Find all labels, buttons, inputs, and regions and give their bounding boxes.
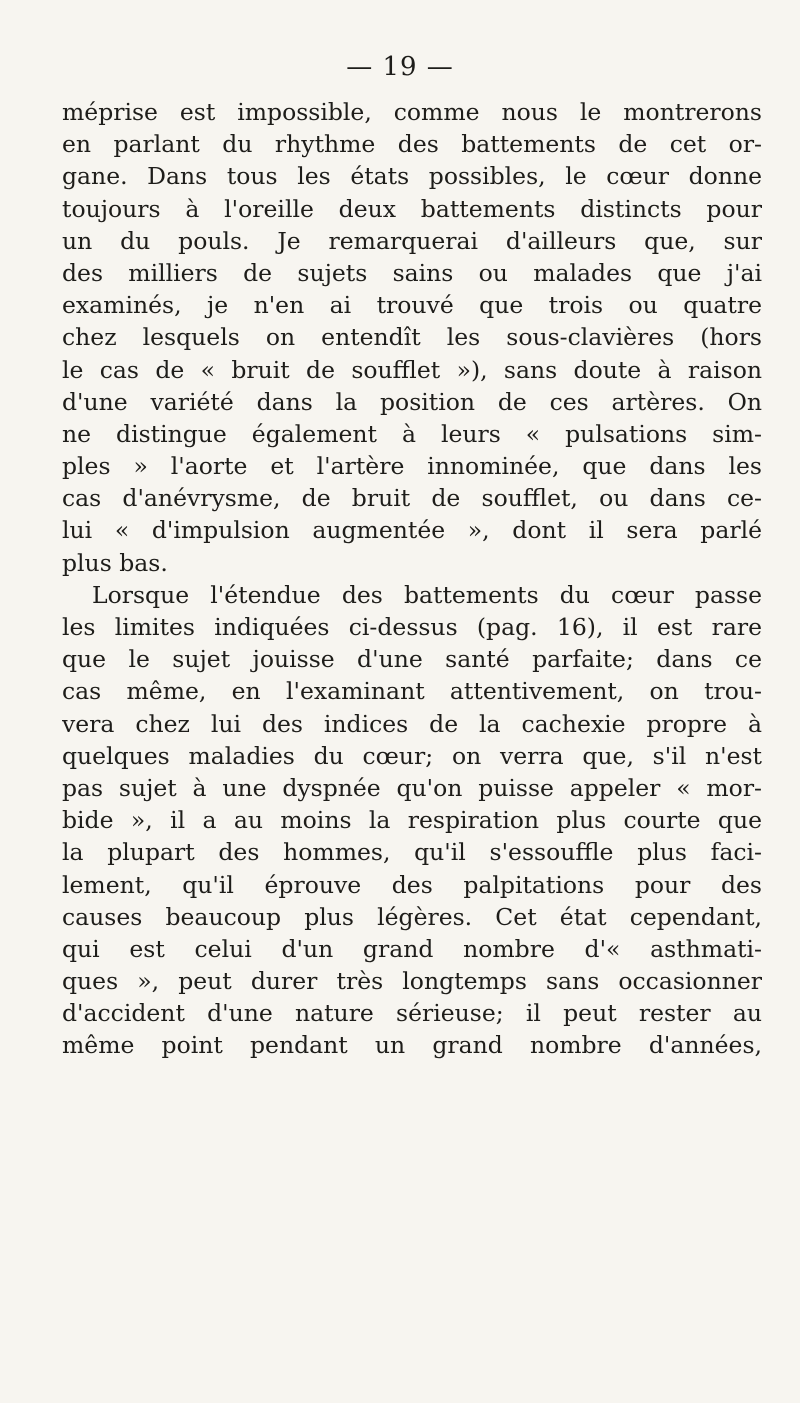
text-line: d'accident d'une nature sérieuse; il peut rester au [62, 999, 762, 1028]
text-line: vera chez lui des indices de la cachexie propre à [62, 709, 762, 738]
text-line: plus bas. [62, 548, 168, 577]
text-line: que le sujet jouisse d'une santé parfaite; dans ce [62, 645, 762, 674]
body-text [62, 96, 762, 1062]
text-line: ne distingue également à leurs « pulsations sim- [62, 419, 762, 448]
text-line: en parlant du rhythme des battements de cet or- [62, 130, 762, 159]
text-line: ques », peut durer très longtemps sans occasionner [62, 967, 762, 996]
text-line: causes beaucoup plus légères. Cet état cependant, [62, 902, 762, 931]
text-line: chez lesquels on entendît les sous-clavières (hors [62, 323, 762, 352]
page-number: — 19 — [346, 52, 454, 82]
text-line: même point pendant un grand nombre d'années, [62, 1031, 762, 1060]
text-line: cas d'anévrysme, de bruit de soufflet, ou dans ce- [62, 484, 762, 513]
text-line: un du pouls. Je remarquerai d'ailleurs que, sur [62, 226, 762, 255]
text-line: lui « d'impulsion augmentée », dont il sera parlé [62, 516, 762, 545]
text-line: bide », il a au moins la respiration plus courte que [62, 806, 762, 835]
text-line: Lorsque l'étendue des battements du cœur passe [92, 580, 762, 609]
text-line: gane. Dans tous les états possibles, le cœur donne [62, 162, 762, 191]
text-line: quelques maladies du cœur; on verra que, s'il n'est [62, 741, 762, 770]
text-line: ples » l'aorte et l'artère innominée, que dans les [62, 452, 762, 481]
text-line: les limites indiquées ci-dessus (pag. 16), il est rare [62, 613, 762, 641]
text-line: des milliers de sujets sains ou malades que j'ai [62, 258, 762, 287]
text-line: la plupart des hommes, qu'il s'essouffle plus faci- [62, 838, 762, 867]
text-line: qui est celui d'un grand nombre d'« asthmati- [62, 934, 762, 963]
text-line: d'une variété dans la position de ces artères. On [62, 387, 762, 416]
text-line: cas même, en l'examinant attentivement, on trou- [62, 677, 762, 706]
text-line: le cas de « bruit de soufflet »), sans doute à raison [62, 355, 762, 384]
text-line: pas sujet à une dyspnée qu'on puisse appeler « mor- [62, 773, 762, 802]
text-line: méprise est impossible, comme nous le montrerons [62, 98, 762, 126]
text-line: lement, qu'il éprouve des palpitations pour des [62, 870, 762, 899]
text-line: examinés, je n'en ai trouvé que trois ou quatre [62, 291, 762, 320]
text-line: toujours à l'oreille deux battements distincts pour [62, 194, 762, 223]
